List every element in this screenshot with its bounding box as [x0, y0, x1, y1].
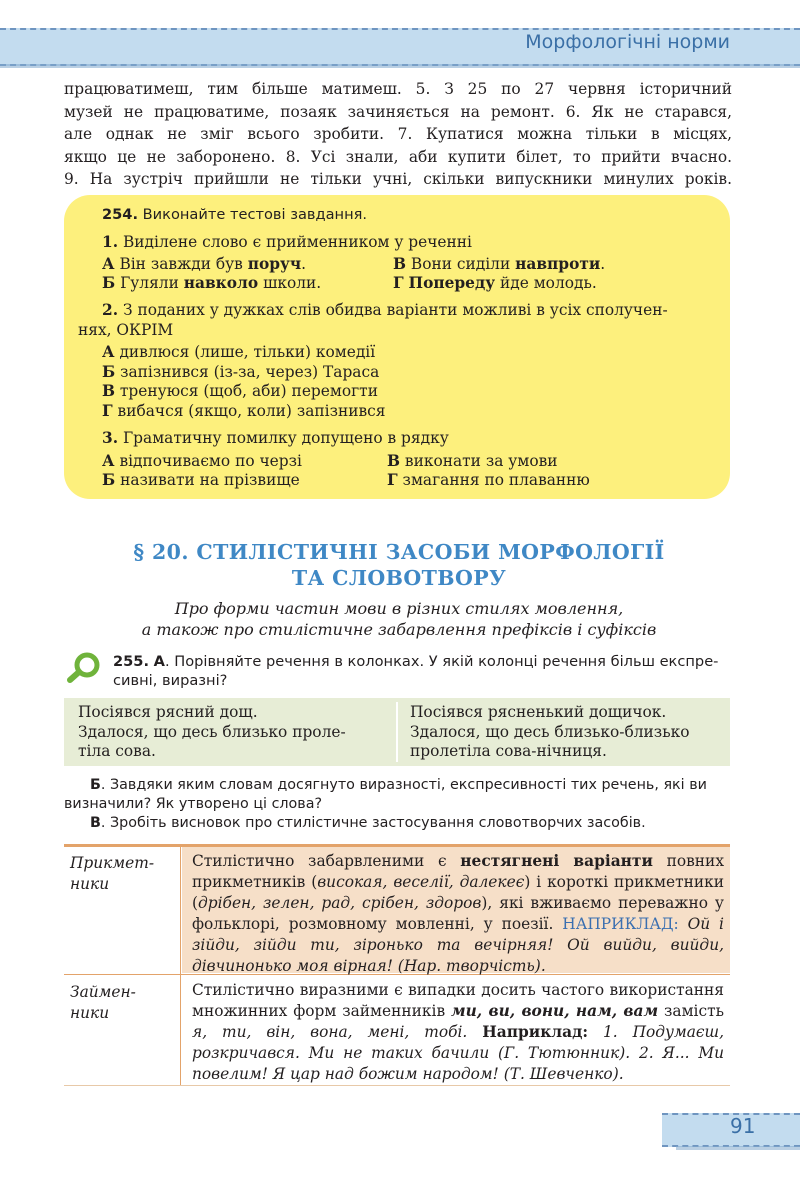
task-part-label: В: [90, 815, 101, 831]
table-row-text-adjectives: [192, 851, 724, 977]
row-label-line: ники: [70, 874, 110, 893]
example-text: 1. Подумаєш, розкричався. Ми не таких бачили (Г. Тютюнник). 2. Я... Ми повелим! Я цар над божим народом! (Т. Шевченко).: [192, 1023, 724, 1083]
option-letter: А: [102, 255, 115, 273]
option-text: запізнився (із-за, через) Тараса: [120, 363, 380, 381]
option-text: відпочиваємо по черзі: [119, 452, 302, 470]
option-highlight: Попереду: [408, 274, 496, 292]
test-instruction: Виконайте тестові завдання.: [142, 206, 368, 223]
magnifier-icon: [66, 651, 102, 683]
q3-option-a: [102, 451, 302, 471]
test-254-heading: [102, 205, 367, 225]
section-subtitle-line2: а також про стилістичне забарвлення префіксів і суфіксів: [141, 620, 657, 639]
option-text: школи.: [258, 274, 322, 292]
text-run: [467, 1023, 482, 1041]
option-text: Він завжди був: [119, 255, 248, 273]
q1-option-v: [393, 254, 605, 274]
intro-line: але однак не зміг всього зробити. 7. Купатися можна тільки в місцях,: [64, 125, 732, 144]
q3-option-b: [102, 470, 300, 490]
option-text: йде молодь.: [495, 274, 597, 292]
question-2: [102, 300, 668, 320]
text-bold: нестягнені варіанти: [460, 852, 653, 870]
intro-line: 9. На зустріч прийшли не тільки учні, скільки випускники минулих років.: [64, 170, 732, 189]
comparison-right-column: [410, 703, 689, 762]
q1-option-a: [102, 254, 306, 274]
intro-line: музей не працюватиме, позаяк зачиняється на ремонт. 6. Як не старався,: [64, 102, 732, 121]
row-label-line: Прикмет-: [70, 854, 155, 872]
option-letter: Б: [102, 471, 116, 489]
question-text: З поданих у дужках слів обидва варіанти можливі в усіх сполучен-: [122, 301, 668, 319]
option-text: тренуюся (щоб, аби) перемогти: [119, 382, 378, 400]
question-3: [102, 428, 449, 448]
q1-option-b: [102, 273, 321, 293]
text-italic: дрібен, зелен, рад, срібен, здоров: [198, 894, 482, 912]
q2-option: [102, 342, 375, 362]
option-letter: В: [387, 452, 401, 470]
text-italic: я, ти, він, вона, мені, тобі.: [192, 1023, 468, 1041]
option-text: Вони сиділи: [410, 255, 516, 273]
test-number: 254.: [102, 206, 139, 223]
task-part-label: Б: [90, 777, 101, 793]
task-255-b-cont: визначили? Як утворено ці слова?: [64, 796, 323, 812]
table-row-label: [70, 853, 154, 894]
text-run: ) і короткі прикметники (: [192, 873, 725, 912]
option-letter: В: [393, 255, 407, 273]
option-highlight: поруч: [247, 255, 302, 273]
question-number: 1.: [102, 233, 119, 251]
intro-paragraph: [64, 78, 732, 191]
option-highlight: навколо: [183, 274, 259, 292]
comparison-line: Посіявся рясненький дощичок.: [410, 703, 667, 721]
option-text: називати на прізвище: [120, 471, 300, 489]
task-255-b: [90, 775, 707, 795]
section-title-line1: § 20. СТИЛІСТИЧНІ ЗАСОБИ МОРФОЛОГІЇ: [133, 540, 665, 564]
table-row-label: [70, 982, 136, 1023]
q3-option-g: [387, 470, 590, 490]
q3-option-v: [387, 451, 558, 471]
option-text: .: [301, 255, 307, 273]
comparison-line: тіла сова.: [78, 742, 156, 760]
option-text: дивлюся (лише, тільки) комедії: [119, 343, 376, 361]
option-text: Гуляли: [120, 274, 184, 292]
task-text: . Зробіть висновок про стилістичне застосування словотворчих засобів.: [100, 815, 646, 831]
task-255-v: [90, 813, 646, 833]
section-title-line2: ТА СЛОВОТВОРУ: [291, 566, 507, 590]
option-letter: А: [102, 343, 115, 361]
text-bold-italic: ми, ви, вони, нам, вам: [450, 1002, 659, 1020]
task-number: 255.: [113, 653, 150, 670]
option-letter: Б: [102, 363, 116, 381]
example-text: Ой і зійди, зійди ти, зіронько та вечірняя! Ой вийди, вийди, дівчинонько моя вірная! (Нар. творчість).: [192, 915, 724, 975]
footer-shadow: [676, 1146, 800, 1150]
option-text: вибачся (якщо, коли) запізнився: [117, 402, 386, 420]
option-letter: Г: [102, 402, 113, 420]
option-letter: А: [102, 452, 115, 470]
option-text: змагання по плаванню: [402, 471, 590, 489]
task-text: . Порівняйте речення в колонках. У якій колонці речення більш експре-: [164, 653, 719, 670]
question-number: 3.: [102, 429, 119, 447]
comparison-left-column: [78, 703, 346, 762]
text-run: повних прикметників (: [192, 852, 724, 891]
comparison-line: пролетіла сова-нічниця.: [410, 742, 607, 760]
intro-line: якщо це не заборонено. 8. Усі знали, аби купити білет, то прийти вчасно.: [64, 147, 732, 166]
page-number: 91: [730, 1114, 756, 1138]
text-italic: високая, веселії, далекеє: [317, 873, 525, 891]
option-letter: Г: [393, 274, 404, 292]
option-letter: В: [102, 382, 116, 400]
question-text: Виділене слово є прийменником у реченні: [122, 233, 472, 251]
text-run: Стилістично виразними є випадки досить частого використання множинних форм займенників: [192, 981, 724, 1020]
text-run: замість: [658, 1002, 724, 1020]
q2-option: [102, 362, 379, 382]
option-letter: Б: [102, 274, 116, 292]
task-text: . Завдяки яким словам досягнуто виразності, експресивності тих речень, які ви: [100, 777, 707, 793]
comparison-table: [64, 698, 730, 766]
table-row-text-pronouns: [192, 980, 724, 1085]
task-part-label: А: [153, 653, 165, 670]
task-255-a-cont: сивні, виразні?: [113, 672, 228, 689]
comparison-line: Здалося, що десь близько-близько: [410, 722, 690, 741]
option-text: виконати за умови: [404, 452, 558, 470]
section-subtitle-line1: Про форми частин мови в різних стилях мовлення,: [174, 599, 624, 618]
question-text: Граматичну помилку допущено в рядку: [122, 429, 449, 447]
page-header-title: Морфологічні норми: [525, 31, 730, 53]
option-highlight: навпроти: [515, 255, 601, 273]
comparison-divider: [396, 702, 398, 762]
comparison-line: Посіявся рясний дощ.: [78, 703, 258, 721]
text-run: Стилістично забарвленими є: [192, 852, 461, 870]
option-text: .: [600, 255, 606, 273]
example-label: Наприклад:: [482, 1023, 589, 1041]
header-shadow: [0, 64, 800, 68]
q2-option: [102, 381, 378, 401]
table-column-divider: [180, 846, 181, 1086]
q2-option: [102, 401, 385, 421]
task-255-a: [113, 652, 718, 672]
table-top-border: [64, 844, 730, 847]
q1-option-g: [393, 273, 597, 293]
question-number: 2.: [102, 301, 119, 319]
intro-line: працюватимеш, тим більше матимеш. 5. З 25 по 27 червня історичний: [64, 80, 732, 98]
row-label-line: ники: [70, 1003, 110, 1022]
text-run: ), які вживаємо переважно у фольклорі, розмовному мовленні, у поезії.: [192, 894, 724, 933]
question-2-cont: нях, ОКРІМ: [78, 321, 174, 339]
option-letter: Г: [387, 471, 398, 489]
row-label-line: Займен-: [70, 983, 136, 1001]
table-bottom-border: [64, 1085, 730, 1086]
question-1: [102, 232, 472, 252]
comparison-line: Здалося, що десь близько проле-: [78, 722, 346, 741]
example-label: НАПРИКЛАД:: [562, 915, 679, 933]
